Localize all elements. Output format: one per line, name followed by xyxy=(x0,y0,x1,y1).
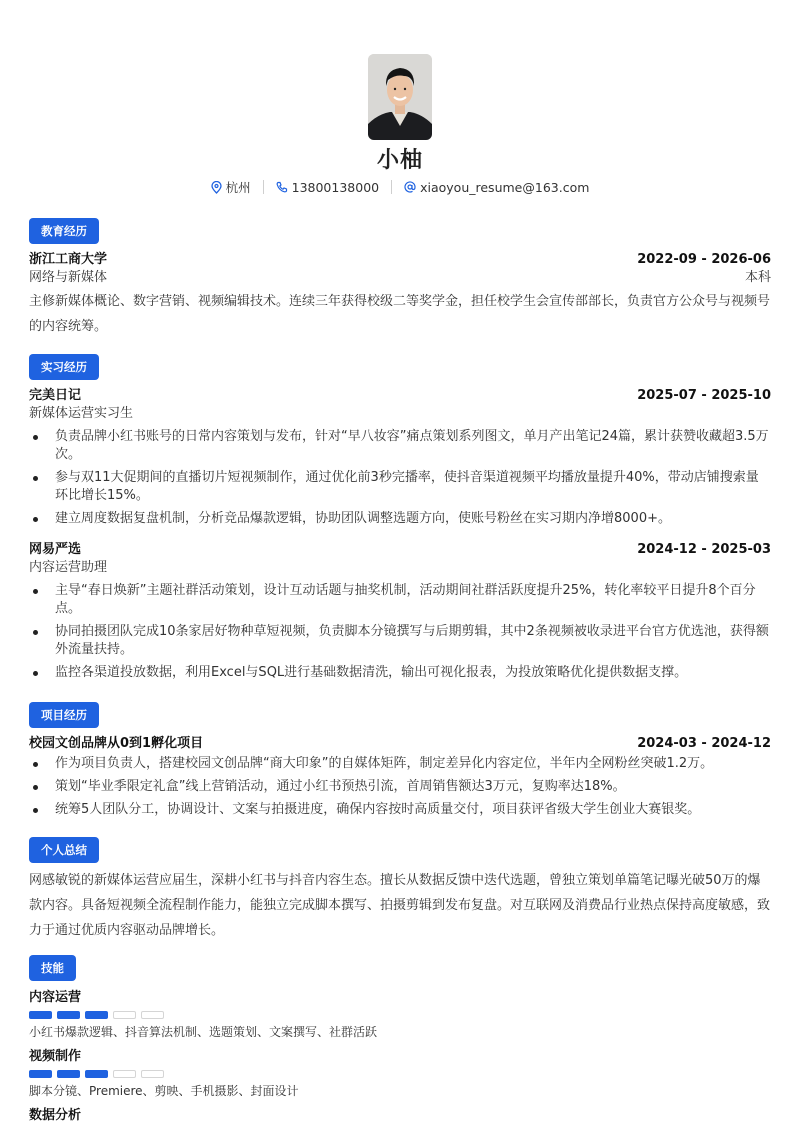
project-item xyxy=(29,735,771,819)
project-header-row xyxy=(29,735,771,753)
job-role: 内容运营助理 xyxy=(29,560,108,575)
phone-icon xyxy=(276,181,288,193)
skill-name: 视频制作 xyxy=(29,1049,82,1064)
bullet-list xyxy=(29,755,771,819)
education-section xyxy=(29,218,771,339)
bullet-item: 协同拍摄团队完成10条家居好物种草短视频，负责脚本分镜撰写与后期剪辑，其中2条视频被收录进平台官方优选池，获得额外流量扶持。 xyxy=(29,623,771,659)
divider xyxy=(263,180,264,194)
location-pin-icon xyxy=(211,181,222,194)
level-segment-filled xyxy=(57,1070,80,1078)
skill-level-bar xyxy=(29,1011,771,1019)
project-section xyxy=(29,702,771,819)
bullet-item: 负责品牌小红书账号的日常内容策划与发布，针对“早八妆容”痛点策划系列图文，单月产出笔记24篇，累计获赞收藏超3.5万次。 xyxy=(29,428,771,464)
internship-header-row xyxy=(29,541,771,559)
section-title-internship: 实习经历 xyxy=(29,354,99,380)
internship-section xyxy=(29,354,771,682)
bullet-item: 统筹5人团队分工，协调设计、文案与拍摄进度，确保内容按时高质量交付，项目获评省级大学生创业大赛银奖。 xyxy=(29,801,771,819)
level-segment-filled xyxy=(29,1070,52,1078)
education-sub-row xyxy=(29,269,771,287)
bullet-item: 参与双11大促期间的直播切片短视频制作，通过优化前3秒完播率，使抖音渠道视频平均播放量提升40%，带动店铺搜索量环比增长15%。 xyxy=(29,469,771,505)
section-title-education: 教育经历 xyxy=(29,218,99,244)
level-segment-empty xyxy=(113,1070,136,1078)
contact-location xyxy=(211,178,251,196)
contact-info xyxy=(211,178,590,196)
summary-section xyxy=(29,837,771,943)
internship-dates: 2025-07 - 2025-10 xyxy=(637,388,771,403)
project-name: 校园文创品牌从0到1孵化项目 xyxy=(29,736,204,751)
internship-dates: 2024-12 - 2025-03 xyxy=(637,542,771,557)
degree: 本科 xyxy=(744,270,771,285)
level-segment-empty xyxy=(141,1011,164,1019)
candidate-name: 小柚 xyxy=(376,148,423,173)
company-name: 完美日记 xyxy=(29,388,82,403)
skill-name: 内容运营 xyxy=(29,990,82,1005)
education-description: 主修新媒体概论、数字营销、视频编辑技术。连续三年获得校级二等奖学金，担任校学生会宣传部部长，负责官方公众号与视频号的内容统筹。 xyxy=(29,294,771,334)
level-segment-empty xyxy=(141,1070,164,1078)
job-role: 新媒体运营实习生 xyxy=(29,406,134,421)
project-dates: 2024-03 - 2024-12 xyxy=(637,736,771,751)
skill-item xyxy=(29,1107,771,1125)
education-header-row xyxy=(29,251,771,269)
internship-header-row xyxy=(29,387,771,405)
at-sign-icon xyxy=(404,181,416,193)
skill-description: 小红书爆款逻辑、抖音算法机制、选题策划、文案撰写、社群活跃 xyxy=(29,1025,378,1039)
school-name: 浙江工商大学 xyxy=(29,252,108,267)
level-segment-filled xyxy=(29,1011,52,1019)
email-text[interactable]: xiaoyou_resume@163.com xyxy=(420,179,590,195)
bullet-item: 作为项目负责人，搭建校园文创品牌“商大印象”的自媒体矩阵，制定差异化内容定位，半年内全网粉丝突破1.2万。 xyxy=(29,755,771,773)
bullet-item: 监控各渠道投放数据，利用Excel与SQL进行基础数据清洗，输出可视化报表，为投放策略优化提供数据支撑。 xyxy=(29,664,771,682)
avatar-photo xyxy=(368,54,432,140)
skill-level-bar xyxy=(29,1070,771,1078)
portrait-icon xyxy=(368,54,432,140)
bullet-item: 主导“春日焕新”主题社群活动策划，设计互动话题与抽奖机制，活动期间社群活跃度提升25%，转化率较平日提升8个百分点。 xyxy=(29,582,771,618)
internship-item xyxy=(29,541,771,682)
section-title-skills: 技能 xyxy=(29,955,76,981)
bullet-list xyxy=(29,582,771,682)
bullet-item: 建立周度数据复盘机制，分析竞品爆款逻辑，协助团队调整选题方向，使账号粉丝在实习期内净增8000+。 xyxy=(29,510,771,528)
level-segment-empty xyxy=(113,1011,136,1019)
level-segment-filled xyxy=(85,1070,108,1078)
level-segment-filled xyxy=(85,1011,108,1019)
level-segment-filled xyxy=(57,1011,80,1019)
bullet-item: 策划“毕业季限定礼盒”线上营销活动，通过小红书预热引流，首周销售额达3万元，复购率达18%。 xyxy=(29,778,771,796)
section-title-summary: 个人总结 xyxy=(29,837,99,863)
skill-item xyxy=(29,989,771,1041)
section-title-projects: 项目经历 xyxy=(29,702,99,728)
skill-name: 数据分析 xyxy=(29,1108,82,1123)
location-text: 杭州 xyxy=(225,180,251,195)
contact-phone xyxy=(276,180,379,195)
skills-section xyxy=(29,955,771,1125)
internship-item xyxy=(29,387,771,528)
major: 网络与新媒体 xyxy=(29,270,108,285)
skill-item xyxy=(29,1048,771,1100)
education-dates: 2022-09 - 2026-06 xyxy=(637,252,771,267)
contact-email xyxy=(404,180,589,195)
divider xyxy=(391,180,392,194)
skill-description: 脚本分镜、Premiere、剪映、手机摄影、封面设计 xyxy=(29,1084,299,1098)
summary-text: 网感敏锐的新媒体运营应届生，深耕小红书与抖音内容生态。擅长从数据反馈中迭代选题，曾独立策划单篇笔记曝光破50万的爆款内容。具备短视频全流程制作能力，能独立完成脚本撰写、拍摄剪辑到发布复盘。对互联网及消费品行业热点保持高度敏感，致力于通过优质内容驱动品牌增长。 xyxy=(29,873,771,938)
resume-header xyxy=(29,0,771,196)
phone-text[interactable]: 13800138000 xyxy=(291,179,380,195)
company-name: 网易严选 xyxy=(29,542,82,557)
bullet-list xyxy=(29,428,771,528)
